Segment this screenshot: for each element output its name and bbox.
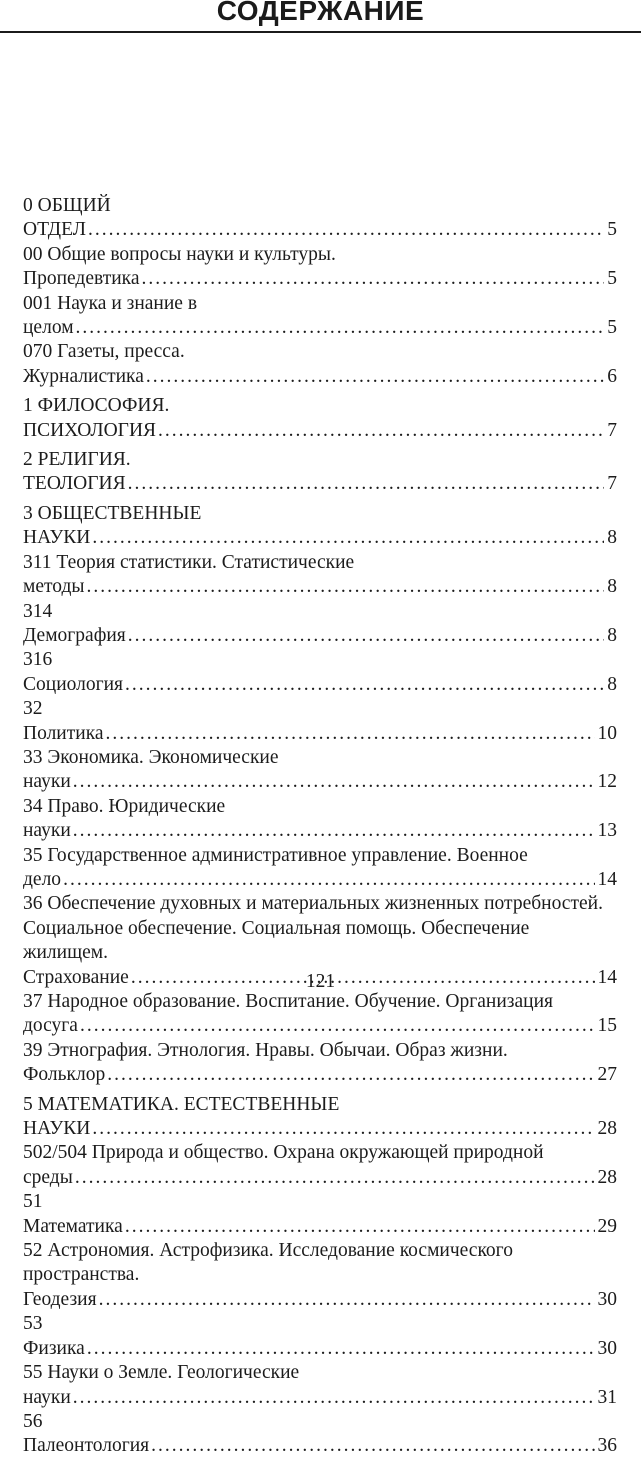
toc-entry-page: 8 bbox=[604, 526, 617, 550]
toc-entry-label: 2 РЕЛИГИЯ. ТЕОЛОГИЯ ..... bbox=[23, 449, 617, 494]
toc-entry-label: 35 Государственное административное управление. Военное дело ..... bbox=[23, 845, 617, 890]
toc-entry-label: 37 Народное образование. Воспитание. Обучение. Организация досуга ..... bbox=[23, 991, 617, 1036]
toc-entry-page: 30 bbox=[595, 1337, 618, 1361]
toc-entry-page: 27 bbox=[595, 1063, 618, 1087]
toc-entry-page: 8 bbox=[604, 624, 617, 648]
toc-entry-page: 14 bbox=[595, 868, 618, 892]
toc-entry-page: 28 bbox=[595, 1117, 618, 1141]
toc-entry-label: 32 Политика ..... bbox=[23, 698, 617, 743]
toc-entry-page: 28 bbox=[595, 1166, 618, 1190]
toc-entry bbox=[23, 1039, 617, 1088]
toc-entry bbox=[23, 1093, 617, 1142]
toc-entry-label: 39 Этнография. Этнология. Нравы. Обычаи. Образ жизни. Фольклор ..... bbox=[23, 1040, 617, 1085]
toc-entry bbox=[23, 648, 617, 697]
toc-entry-page: 8 bbox=[604, 673, 617, 697]
toc-entry-label: 00 Общие вопросы науки и культуры. Пропедевтика ..... bbox=[23, 244, 617, 289]
toc-entry-label: 314 Демография ..... bbox=[23, 601, 617, 646]
toc-entry-label: 316 Социология ..... bbox=[23, 649, 617, 694]
page-title: СОДЕРЖАНИЕ bbox=[216, 0, 425, 26]
toc-entry bbox=[23, 194, 617, 243]
toc-entry-label: 3 ОБЩЕСТВЕННЫЕ НАУКИ ..... bbox=[23, 503, 617, 548]
toc-entry-label: 1 ФИЛОСОФИЯ. ПСИХОЛОГИЯ ..... bbox=[23, 395, 617, 440]
toc-entry bbox=[23, 1361, 617, 1410]
toc-entry-label: 5 МАТЕМАТИКА. ЕСТЕСТВЕННЫЕ НАУКИ ..... bbox=[23, 1094, 617, 1139]
toc-entry-label: 001 Наука и знание в целом ..... bbox=[23, 293, 617, 338]
toc-entry bbox=[23, 1239, 617, 1312]
toc-entry-page: 12 bbox=[595, 770, 618, 794]
toc-entry-label: 311 Теория статистики. Статистические методы ..... bbox=[23, 552, 617, 597]
toc-entry bbox=[23, 448, 617, 497]
toc-entry bbox=[23, 292, 617, 341]
toc-entry-page: 30 bbox=[595, 1288, 618, 1312]
toc-entry-page: 5 bbox=[604, 218, 617, 242]
toc-entry bbox=[23, 340, 617, 389]
toc-entry-page: 15 bbox=[595, 1014, 618, 1038]
toc-entry-page: 10 bbox=[595, 722, 618, 746]
toc-entry-label: 56 Палеонтология ..... bbox=[23, 1411, 617, 1456]
toc-entry-label: 0 ОБЩИЙ ОТДЕЛ ..... bbox=[23, 195, 617, 240]
toc-entry-label: 070 Газеты, пресса. Журналистика ..... bbox=[23, 341, 617, 386]
toc-entry bbox=[23, 844, 617, 893]
toc-entry bbox=[23, 551, 617, 600]
toc-entry-label: 53 Физика ..... bbox=[23, 1313, 617, 1358]
toc-entry bbox=[23, 1410, 617, 1459]
toc-entry-page: 5 bbox=[604, 267, 617, 291]
toc-entry-label: 36 Обеспечение духовных и материальных жизненных потребностей. Социальное обеспечение. Социальная помощь. Обеспечение жилищем. Страхование ..... bbox=[23, 893, 617, 987]
toc-entry bbox=[23, 600, 617, 649]
toc-entry bbox=[23, 1141, 617, 1190]
toc-entry bbox=[23, 394, 617, 443]
toc-entry-page: 5 bbox=[604, 316, 617, 340]
folio-page-number: 121 bbox=[305, 971, 336, 992]
toc-entry-label: 52 Астрономия. Астрофизика. Исследование космического пространства. Геодезия ..... bbox=[23, 1240, 617, 1310]
toc-entry-label: 33 Экономика. Экономические науки ..... bbox=[23, 747, 617, 792]
toc-entry bbox=[23, 990, 617, 1039]
toc-entry-page: 6 bbox=[604, 365, 617, 389]
toc-entry-page: 8 bbox=[604, 575, 617, 599]
toc-list bbox=[23, 194, 617, 1459]
toc-entry bbox=[23, 1312, 617, 1361]
toc-entry bbox=[23, 746, 617, 795]
toc-entry-page: 36 bbox=[595, 1434, 618, 1458]
toc-entry-page: 7 bbox=[604, 472, 617, 496]
toc-entry bbox=[23, 795, 617, 844]
toc-entry-page: 29 bbox=[595, 1215, 618, 1239]
toc-entry-page: 14 bbox=[595, 966, 618, 990]
toc-entry bbox=[23, 243, 617, 292]
toc-entry bbox=[23, 502, 617, 551]
toc-entry-page: 7 bbox=[604, 419, 617, 443]
toc-entry bbox=[23, 697, 617, 746]
toc-entry-page: 13 bbox=[595, 819, 618, 843]
toc-entry-label: 51 Математика ..... bbox=[23, 1191, 617, 1236]
toc-entry-page: 31 bbox=[595, 1386, 618, 1410]
toc-entry-label: 34 Право. Юридические науки ..... bbox=[23, 796, 617, 841]
toc-entry-label: 502/504 Природа и общество. Охрана окружающей природной среды ..... bbox=[23, 1142, 617, 1187]
toc-entry-label: 55 Науки о Земле. Геологические науки ..... bbox=[23, 1362, 617, 1407]
header-rule-divider bbox=[0, 31, 641, 33]
toc-entry bbox=[23, 1190, 617, 1239]
